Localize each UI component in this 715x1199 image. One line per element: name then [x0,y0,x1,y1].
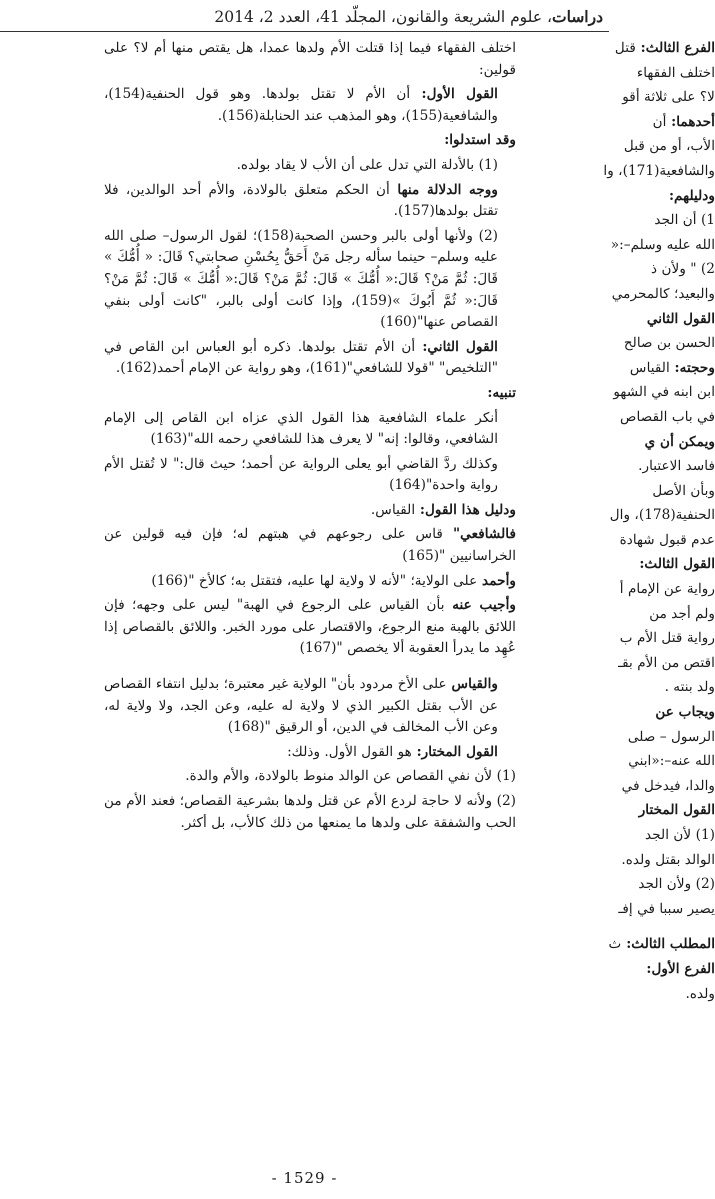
side-line: في باب القصاص [619,408,715,425]
side-line: 1) أن الجد [654,212,715,229]
journal-name: دراسات [552,7,603,26]
side-line: اختلف الفقهاء [636,64,715,81]
side-line: والدا، فيدخل في [621,777,715,794]
side-line: ولم أجد من [649,605,715,622]
note-paragraph: أنكر علماء الشافعية هذا القول الذي عزاه ابن القاص إلى الإمام الشافعي، وقالوا: إنه" لا يعرف هذا للشافعي رحمه الله"(163) [104,409,498,448]
side-line: القول المختار [638,802,715,819]
issue-info: ، علوم الشريعة والقانون، المجلّد 41، العدد 2، 2014 [214,8,552,26]
note-heading: تنبيه: [487,384,516,401]
abu-yala-paragraph: وكذلك ردَّ القاضي أبو يعلى الرواية عن أحمد؛ حيث قال:" لا تُقتل الأم رواية واحدة"(164) [104,455,498,494]
side-line: 2) " ولأن ذ [651,261,715,278]
side-line: الحسن بن صالح [623,335,715,352]
evidence-2: (2) ولأنها أولى بالبر وحسن الصحبة(158)؛ لقول الرسول– صلى الله عليه وسلم– حينما سأله رجل مَنْ أَحَقُّ بِحُسْنِ صحابتي؟ قَالَ: « أُمُّكَ » قَالَ: ثُمَّ مَنْ؟ قَالَ:« أُمُّكَ » قَالَ: ثُمَّ مَنْ؟ قَالَ:« أُمُّكَ » قَالَ: ثُمَّ مَنْ؟ قَالَ:« ثُمَّ أَبُوكَ »(159)، وإذا كانت أولى بالبر، "كانت أولى بنفي القصاص عنها"(160) [104,227,499,331]
side-line: المطلب الثالث: ث [608,936,715,953]
brother-analogy: والقياس على الأخ مردود بأن" الولاية غير معتبرة؛ بدليل انتفاء القصاص عن الأب بقتل الكبير الذي لا ولاية له عليه، وعن الجد، ولا ولاية له، وعن الأب المخالف في الدين، أو الرقيق "(168) [104,676,498,736]
intro-paragraph: اختلف الفقهاء فيما إذا قتلت الأم ولدها عمدا، هل يقتص منها أم لا؟ على قولين: [104,40,516,78]
evidence-1: (1) بالأدلة التي تدل على أن الأب لا يقاد بولده. [236,156,498,173]
side-line: أحدهما: أن [652,113,715,130]
evidence-rationale: ووجه الدلالة منها أن الحكم متعلق بالولادة، والأم أحد الوالدين، فلا تقتل بولدها(157). [104,181,499,220]
chosen-reason-1: (1) لأن نفي القصاص عن الوالد منوط بالولادة، والأم والدة. [185,768,516,785]
side-line: عدم قبول شهادة [619,531,715,548]
side-line: يصير سببا في إفـ [618,900,715,917]
side-line: الرسول – صلى [627,728,715,745]
side-line: الله عنه–:«ابني [628,753,715,770]
side-line: الله عليه وسلم–:« [610,236,715,253]
side-line: الفرع الثالث: قتل [614,40,715,56]
side-line: الأب، أو من قبل [623,138,715,155]
side-line: الوالد بقتل ولده. [621,851,715,868]
first-opinion: القول الأول: أن الأم لا تقتل بولدها. وهو قول الحنفية(154)، والشافعية(155)، وهو المذهب عند الحنابلة(156). [104,86,498,124]
opinion-evidence: ودليل هذا القول: القياس. [370,501,516,518]
chosen-reason-2: (2) ولأنه لا حاجة لردع الأم عن قتل ولدها بشرعية القصاص؛ فعند الأم من الحب والشفقة على ولدها ما يمنعها من ذلك كالأب، بل أكثر. [104,793,516,831]
side-line: فاسد الاعتبار. [638,458,715,475]
side-line: ولد بنته . [664,679,715,696]
side-line: وبأن الأصل [652,482,715,499]
side-line: (2) ولأن الجد [638,876,715,893]
running-header [6,4,603,30]
side-line: (1) لأن الجد [645,827,715,843]
adjacent-column [531,38,715,1138]
side-line: ويجاب عن [655,704,715,721]
ahmad-analogy: وأحمد على الولاية؛ "لأنه لا ولاية لها عليه، فتقتل به؛ كالأخ "(166) [151,572,516,589]
side-line: لا؟ على ثلاثة أقو [622,89,715,106]
side-line: القول الثالث: [639,556,715,573]
side-line: الحنفية(178)، وال [609,507,715,524]
side-line: اقتص من الأم بقـ [618,654,715,671]
second-opinion: القول الثاني: أن الأم تقتل بولدها. ذكره أبو العباس ابن القاص في "التلخيص" "قولا للشافعي"(161)، وهو رواية عن الإمام أحمد(162). [104,338,498,377]
side-line: والشافعية(171)، وا [603,162,715,179]
chosen-opinion: القول المختار: هو القول الأول. وذلك: [287,743,498,760]
side-line: رواية قتل الأم ب [619,630,715,647]
header-rule [0,31,609,32]
side-line: رواية عن الإمام أ [619,581,715,598]
side-line: ولده. [685,985,715,1002]
evidence-heading: وقد استدلوا: [444,132,516,149]
side-line: ودليلهم: [668,187,715,204]
side-line: الفرع الأول: [646,960,715,977]
response-paragraph: وأجيب عنه بأن القياس على الرجوع في الهبة" ليس على وجهه؛ فإن اللائق بالهبة منع الرجوع، والاقتصار على مورد الخبر. واللائق بالقصاص إذا عُهِد ما يدرأ العقوبة ألا يخصص "(167) [104,597,516,657]
page-number: - 1529 - [271,1169,338,1187]
main-column [104,38,516,1143]
side-line: وحجته: القياس [629,359,715,376]
side-line: ويمكن أن ي [644,433,715,450]
shafii-analogy: فالشافعي" قاس على رجوعهم في هبتهم له؛ فإن فيه قولين عن الخراسانيين "(165) [104,526,516,565]
side-line: ابن ابنه في الشهو [613,384,715,401]
side-line: القول الثاني [646,310,715,327]
side-line: والبعيد؛ كالمحرمي [611,285,715,302]
